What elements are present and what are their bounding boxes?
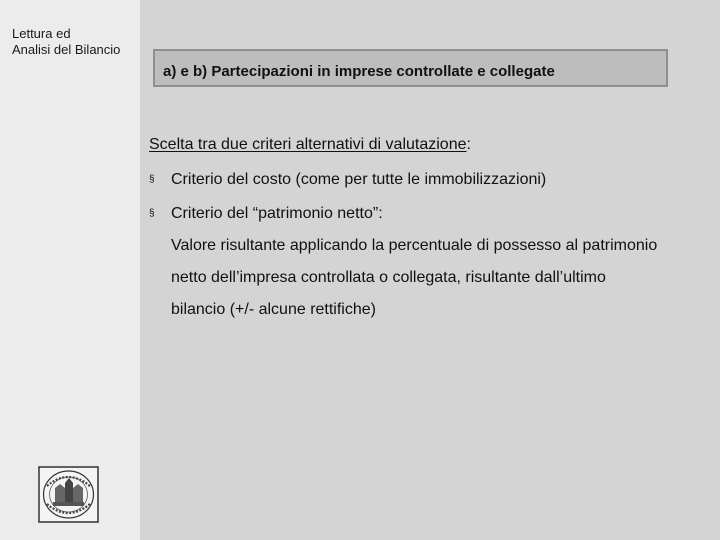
slide-title-box: [153, 49, 668, 87]
bullet-marker: §: [149, 174, 155, 185]
section-heading: [149, 136, 471, 154]
section-heading-colon: :: [466, 136, 471, 153]
bullet-item: [149, 171, 546, 189]
course-title-line-1: Lettura ed: [12, 26, 71, 41]
paragraph-line: Valore risultante applicando la percentuale di possesso al patrimonio: [171, 237, 658, 254]
university-seal-icon: [38, 466, 99, 523]
paragraph-line: netto dell’impresa controllata o collegata, risultante dall’ultimo: [171, 269, 606, 286]
bullet-marker: §: [149, 208, 155, 219]
paragraph-line: bilancio (+/- alcune rettifiche): [171, 301, 376, 318]
section-heading-text: Scelta tra due criteri alternativi di valutazione: [149, 136, 467, 153]
course-title-line-2: Analisi del Bilancio: [12, 42, 121, 57]
slide-title: a) e b) Partecipazioni in imprese controllate e collegate: [163, 63, 555, 80]
bullet-item: [149, 205, 383, 223]
course-title: [12, 26, 120, 58]
bullet-text: Criterio del “patrimonio netto”:: [171, 205, 383, 222]
bullet-text: Criterio del costo (come per tutte le immobilizzazioni): [171, 171, 547, 188]
sidebar: [0, 0, 140, 540]
